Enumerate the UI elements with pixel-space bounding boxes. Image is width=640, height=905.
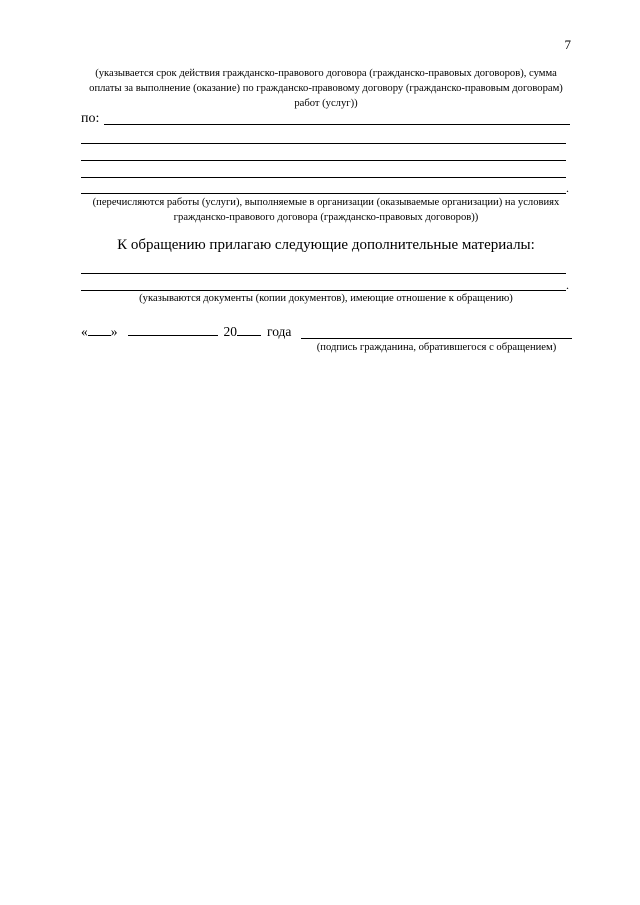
year-prefix: 20 [223, 324, 237, 339]
signature-line [301, 338, 572, 339]
date-row [81, 322, 291, 340]
works-line-1 [104, 124, 570, 125]
works-line-3 [81, 160, 566, 161]
year-suffix: года [267, 324, 292, 339]
po-label: по: [81, 111, 100, 126]
year-blank [237, 322, 261, 336]
open-quote: « [81, 324, 88, 339]
materials-period: . [566, 278, 569, 292]
works-line-2 [81, 143, 566, 144]
month-blank [128, 322, 218, 336]
materials-note: (указываются документы (копии документов), имеющие отношение к обращению) [139, 293, 513, 304]
works-note: (перечисляются работы (услуги), выполняемые в организации (оказываемые организации) на условиях гражданско-правового договора (гражданско-правовых договоров)) [92, 197, 560, 223]
materials-heading: К обращению прилагаю следующие дополнительные материалы: [117, 237, 535, 253]
works-period: . [566, 181, 569, 195]
works-line-4 [81, 177, 566, 178]
works-line-5 [81, 193, 566, 194]
page-number: 7 [564, 37, 571, 52]
day-blank [88, 322, 111, 336]
materials-line-1 [81, 273, 566, 274]
signature-note: (подпись гражданина, обратившегося с обращением) [316, 342, 557, 353]
contract-term-note: (указывается срок действия гражданско-правового договора (гражданско-правовых договоров), сумма оплаты за выполнение (оказание) по гражданско-правовому договору (гражданско-правовым договорам) работ (услуг)) [89, 68, 563, 109]
close-quote: » [110, 324, 118, 339]
